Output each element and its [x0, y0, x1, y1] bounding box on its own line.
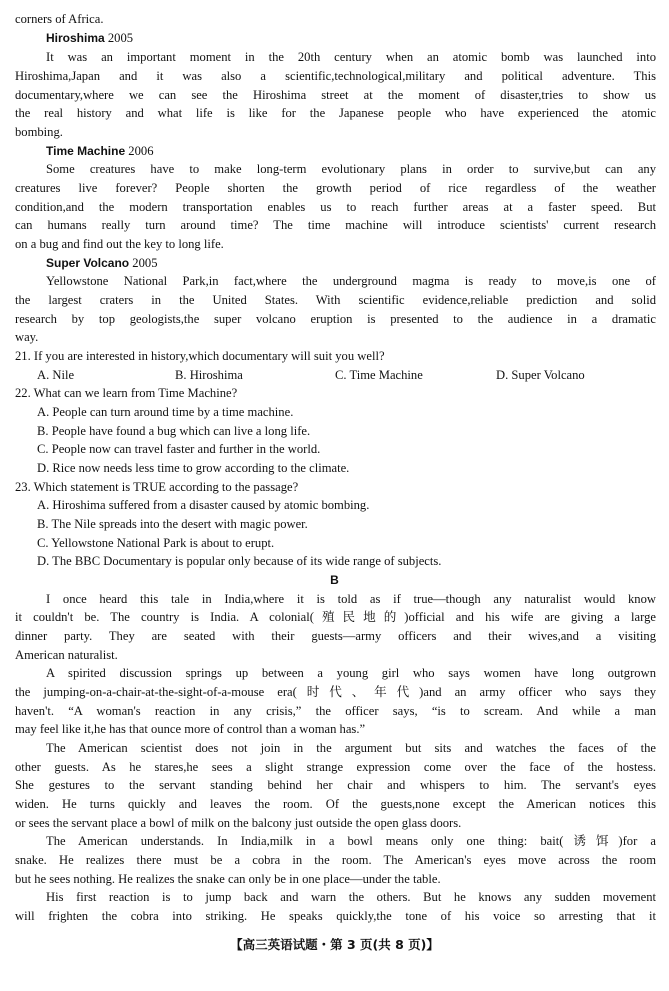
passage-b-line: dinner party. They are seated with their guests—army officers and their wives,and a visiting: [15, 629, 656, 643]
hiroshima-line: It was an important moment in the 20th century when an atomic bomb was launched into: [46, 50, 656, 64]
passage-b-line: will frighten the cobra into striking. He speaks quickly,the tone of his voice so arresting that it: [15, 909, 656, 923]
hiroshima-line: documentary,where we can see the Hiroshima street at the moment of disaster,tries to show us: [15, 88, 656, 102]
q22-option-d[interactable]: D. Rice now needs less time to grow according to the climate.: [37, 461, 350, 475]
passage-b-line: it couldn't be. The country is India. A colonial(殖民地的)official and his wife are giving a large: [15, 610, 656, 624]
q21-option-a[interactable]: A. Nile: [37, 368, 75, 382]
intro-tail-text: corners of Africa.: [15, 12, 104, 26]
q22-option-b[interactable]: B. People have found a bug which can live a long life.: [37, 424, 311, 438]
passage-b-line: but he sees nothing. He realizes the snake can only be in one place—under the table.: [15, 872, 441, 886]
time-machine-title: Time Machine: [46, 144, 126, 158]
question-23-stem: 23. Which statement is TRUE according to the passage?: [15, 480, 299, 494]
hiroshima-line: bombing.: [15, 125, 63, 139]
passage-b-line: I once heard this tale in India,where it is told as if true—though any naturalist would know: [46, 592, 656, 606]
passage-b-line: The American scientist does not join in the argument but sits and watches the faces of the: [46, 741, 656, 755]
super-volcano-line: research by top geologists,the super volcano eruption is presented to the audience in a dramatic: [15, 312, 656, 326]
passage-b-line: American naturalist.: [15, 648, 118, 662]
time-machine-heading: [46, 142, 656, 161]
super-volcano-line: Yellowstone National Park,in fact,where the underground magma is ready to move,is one of: [46, 274, 656, 288]
question-21-stem: 21. If you are interested in history,which documentary will suit you well?: [15, 349, 385, 363]
passage-b-line: haven't. “A woman's reaction in any crisis,” the officer says, “is to scream. And while a man: [15, 704, 656, 718]
hiroshima-heading: [46, 29, 656, 48]
page-footer: 【高三英语试题・第 3 页(共 8 页)】: [230, 937, 439, 952]
time-machine-line: condition,and the modern transportation enables us to reach further areas at a faster speed. But: [15, 200, 656, 214]
super-volcano-line: the largest craters in the United States. With scientific evidence,reliable prediction and solid: [15, 293, 656, 307]
time-machine-year: 2006: [128, 144, 154, 158]
q22-option-a[interactable]: A. People can turn around time by a time machine.: [37, 405, 294, 419]
passage-b-line: or sees the servant place a bowl of milk on the balcony just outside the open glass doors.: [15, 816, 462, 830]
passage-b-line: She gestures to the servant standing behind her chair and whispers to him. The servant's eyes: [15, 778, 656, 792]
section-b-heading: B: [330, 573, 339, 587]
q23-option-b[interactable]: B. The Nile spreads into the desert with magic power.: [37, 517, 308, 531]
super-volcano-heading: [46, 254, 656, 273]
q21-option-d[interactable]: D. Super Volcano: [496, 368, 585, 382]
time-machine-line: on a bug and find out the key to long life.: [15, 237, 224, 251]
passage-b-line: A spirited discussion springs up between a young girl who says women have long outgrown: [46, 666, 656, 680]
time-machine-line: creatures live forever? People shorten the growth period of rice regardless of the weather: [15, 181, 656, 195]
passage-b-line: widen. He turns quickly and leaves the room. Of the guests,none except the American notices this: [15, 797, 656, 811]
q23-option-a[interactable]: A. Hiroshima suffered from a disaster caused by atomic bombing.: [37, 498, 370, 512]
passage-b-line: other guests. As he stares,he sees a slight strange expression come over the face of the hostess.: [15, 760, 656, 774]
hiroshima-line: the real history and what life is like for the Japanese people who have experienced the atomic: [15, 106, 656, 120]
passage-b-line: the jumping-on-a-chair-at-the-sight-of-a-mouse era(时代、年代)and an army officer who says they: [15, 685, 656, 699]
q22-option-c[interactable]: C. People now can travel faster and further in the world.: [37, 442, 321, 456]
super-volcano-title: Super Volcano: [46, 256, 130, 270]
passage-b-line: His first reaction is to jump back and warn the others. But he knows any sudden movement: [46, 890, 656, 904]
time-machine-line: can humans really turn around time? The time machine will introduce scientists' current research: [15, 218, 656, 232]
passage-b-line: The American understands. In India,milk in a bowl means only one thing: bait(诱饵)for a: [46, 834, 656, 848]
q21-option-c[interactable]: C. Time Machine: [335, 368, 423, 382]
hiroshima-title: Hiroshima: [46, 31, 105, 45]
super-volcano-line: way.: [15, 330, 39, 344]
question-22-stem: 22. What can we learn from Time Machine?: [15, 386, 238, 400]
passage-b-line: may feel like it,he has that ounce more of control than a woman has.”: [15, 722, 366, 736]
q23-option-c[interactable]: C. Yellowstone National Park is about to erupt.: [37, 536, 275, 550]
super-volcano-year: 2005: [132, 256, 158, 270]
hiroshima-line: Hiroshima,Japan and it was also a scientific,technological,military and political adventure. This: [15, 69, 656, 83]
q21-option-b[interactable]: B. Hiroshima: [175, 368, 243, 382]
time-machine-line: Some creatures have to make long-term evolutionary plans in order to survive,but can any: [46, 162, 656, 176]
passage-b-line: snake. He realizes there must be a cobra in the room. The American's eyes move across the room: [15, 853, 656, 867]
q23-option-d[interactable]: D. The BBC Documentary is popular only because of its wide range of subjects.: [37, 554, 442, 568]
hiroshima-year: 2005: [107, 31, 134, 45]
